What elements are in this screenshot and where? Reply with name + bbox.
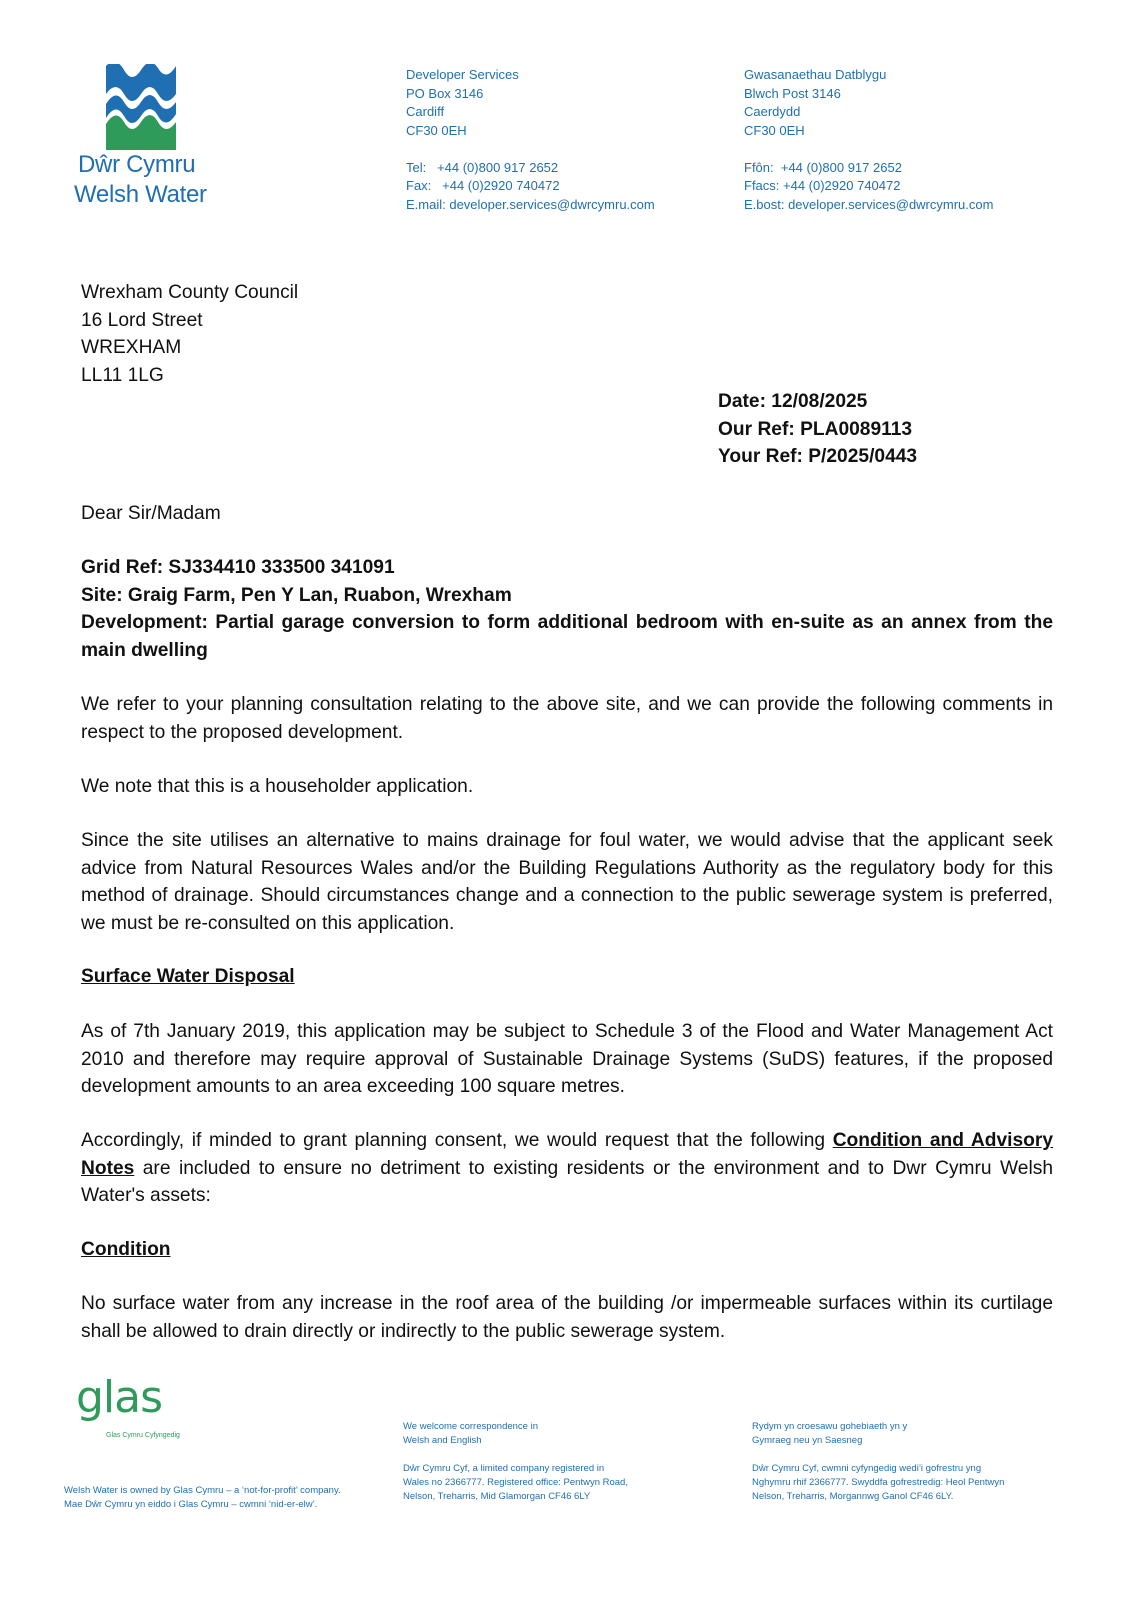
ownership-english: Welsh Water is owned by Glas Cymru – a ‘not-for-profit’ company.: [64, 1485, 341, 1496]
recipient-address: [81, 279, 298, 389]
city: Caerdydd: [744, 104, 801, 119]
ownership-welsh: Mae Dŵr Cymru yn eiddo i Glas Cymru – cwmni ‘nid-er-elw’.: [64, 1499, 318, 1510]
footer-welsh-column: [752, 1420, 1004, 1504]
logo-welsh-name: Dŵr Cymru: [78, 151, 196, 178]
postcode: CF30 0EH: [406, 122, 467, 138]
contact-block-english: [406, 66, 655, 214]
footer-line: Nelson, Treharris, Mid Glamorgan CF46 6LY: [403, 1491, 591, 1502]
telephone: Ffôn: +44 (0)800 917 2652: [744, 159, 902, 175]
paragraph-suds: As of 7th January 2019, this application may be subject to Schedule 3 of the Flood and Water Management Act 2010 and therefore may require approval of Sustainable Drainage Systems (SuDS) features, if the proposed development amounts to an area exceeding 100 square metres.: [81, 1021, 1053, 1098]
po-box: PO Box 3146: [406, 85, 484, 101]
salutation: Dear Sir/Madam: [81, 503, 221, 524]
dept-name: Developer Services: [406, 67, 519, 82]
footer-line: Rydym yn croesawu gohebiaeth yn y: [752, 1421, 908, 1432]
welsh-water-logo: [74, 64, 224, 210]
fax: Fax: +44 (0)2920 740472: [406, 178, 560, 193]
address-line: LL11 1LG: [81, 364, 164, 386]
heading-condition: Condition: [81, 1239, 171, 1260]
dept-name: Gwasanaethau Datblygu: [744, 67, 887, 82]
paragraph-householder: We note that this is a householder application.: [81, 776, 474, 797]
footer-line: Wales no 2366777. Registered office: Pentwyn Road,: [403, 1477, 628, 1488]
city: Cardiff: [406, 104, 445, 119]
address-line: WREXHAM: [81, 337, 182, 359]
our-reference: Our Ref: PLA0089113: [718, 418, 913, 440]
text-run: are included to ensure no detriment to existing residents or the environment and to Dwr Cymru Welsh Water's assets:: [81, 1157, 1053, 1207]
paragraph-foul-drainage: Since the site utilises an alternative to mains drainage for foul water, we would advise that the applicant seek advice from Natural Resources Wales and/or the Building Regulations Authority as the regulatory body for this method of drainage. Should circumstances change and a connection to the public sewerage system is preferred, we must be re-consulted on this application.: [81, 830, 1053, 934]
heading-surface-water: Surface Water Disposal: [81, 966, 295, 987]
footer-line: Dŵr Cymru Cyf, cwmni cyfyngedig wedi’i gofrestru yng: [752, 1463, 982, 1474]
email[interactable]: E.bost: developer.services@dwrcymru.com: [744, 196, 994, 212]
reference-block: [718, 388, 917, 471]
water-waves-icon: [104, 64, 178, 150]
footer-line: Nghymru rhif 2366777. Swyddfa gofrestredig: Heol Pentwyn: [752, 1477, 1005, 1488]
logo-english-name: Welsh Water: [74, 181, 207, 208]
paragraph-conditions-request: [81, 1127, 1053, 1210]
text-run: Accordingly, if minded to grant planning consent, we would request that the following: [81, 1130, 833, 1151]
footer-english-column: [403, 1420, 628, 1504]
site-address: Site: Graig Farm, Pen Y Lan, Ruabon, Wrexham: [81, 584, 512, 606]
footer-line: Nelson, Treharris, Morgannwg Ganol CF46 6LY.: [752, 1491, 954, 1502]
paragraph-condition-text: No surface water from any increase in the roof area of the building /or impermeable surfaces within its curtilage shall be allowed to drain directly or indirectly to the public sewerage system.: [81, 1293, 1053, 1342]
condition-advisory-emphasis: Condition and Advisory Notes: [81, 1130, 1053, 1179]
grid-reference: Grid Ref: SJ334410 333500 341091: [81, 557, 395, 578]
fax: Ffacs: +44 (0)2920 740472: [744, 178, 901, 193]
development-description: Development: Partial garage conversion to form additional bedroom with en-suite as an annex from the main dwelling: [81, 612, 1053, 661]
telephone: Tel: +44 (0)800 917 2652: [406, 159, 559, 175]
contact-block-welsh: [744, 66, 993, 214]
footer-line: Dŵr Cymru Cyf, a limited company registered in: [403, 1463, 605, 1474]
email[interactable]: E.mail: developer.services@dwrcymru.com: [406, 196, 655, 212]
glas-logo-subtitle: Glas Cymru Cyfyngedig: [106, 1432, 180, 1439]
po-box: Blwch Post 3146: [744, 85, 841, 101]
paragraph-intro: We refer to your planning consultation relating to the above site, and we can provide the following comments in respect to the proposed development.: [81, 694, 1053, 743]
footer-line: We welcome correspondence in: [403, 1421, 539, 1432]
glas-logo: glas: [76, 1372, 163, 1423]
address-line: 16 Lord Street: [81, 309, 203, 331]
letter-date: Date: 12/08/2025: [718, 391, 868, 412]
postcode: CF30 0EH: [744, 122, 805, 138]
footer-line: Welsh and English: [403, 1435, 482, 1446]
your-reference: Your Ref: P/2025/0443: [718, 446, 918, 468]
footer-line: Gymraeg neu yn Saesneg: [752, 1435, 863, 1446]
footer-ownership: [64, 1484, 341, 1512]
address-line: Wrexham County Council: [81, 282, 299, 303]
subject-block: [81, 554, 1053, 664]
